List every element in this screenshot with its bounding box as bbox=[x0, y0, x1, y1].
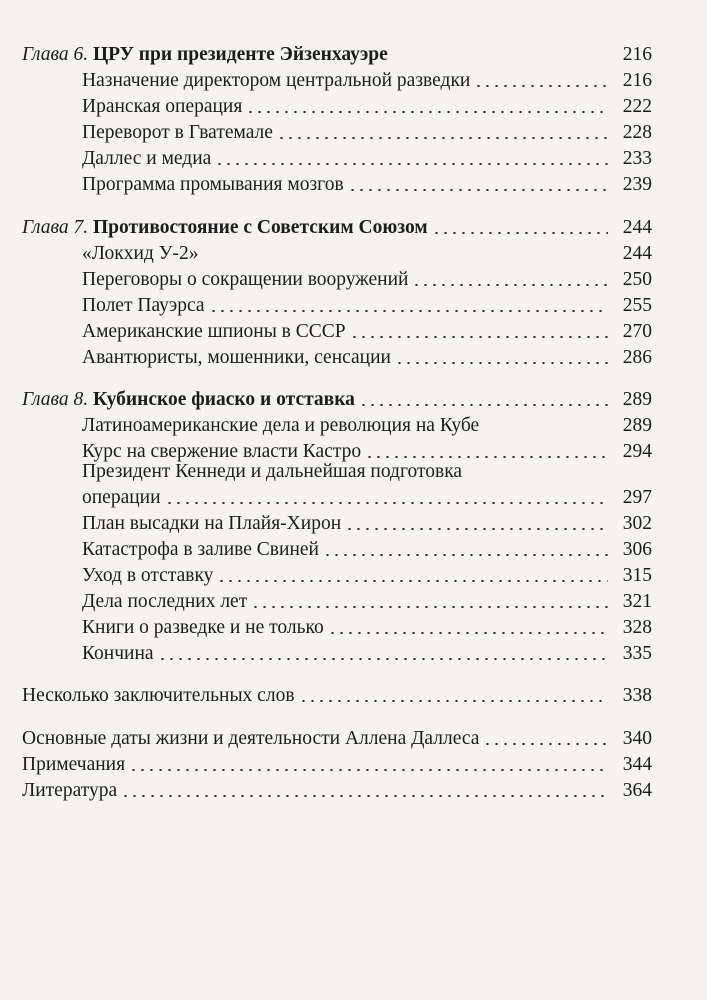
entry-label: Американские шпионы в СССР bbox=[82, 321, 346, 342]
page-number: 321 bbox=[622, 591, 652, 612]
leader-dots bbox=[365, 456, 608, 458]
toc-entry bbox=[82, 144, 652, 170]
entry-label: Основные даты жизни и деятельности Аллена Даллеса bbox=[22, 728, 480, 749]
chapter-title: ЦРУ при президенте Эйзенхауэре bbox=[93, 44, 388, 65]
toc-entry bbox=[82, 509, 652, 535]
entry-label: Примечания bbox=[22, 754, 126, 775]
entry-label: Авантюристы, мошенники, сенсации bbox=[82, 347, 391, 368]
entry-label: План высадки на Плайя-Хирон bbox=[82, 513, 342, 534]
entry-label: Книги о разведке и не только bbox=[82, 617, 324, 638]
page-number: 216 bbox=[622, 44, 652, 65]
toc-entry bbox=[82, 587, 652, 613]
entry-label: Курс на свержение власти Кастро bbox=[82, 441, 362, 462]
toc-entry bbox=[82, 291, 652, 317]
toc-literature bbox=[22, 776, 652, 802]
toc-chapter-8 bbox=[22, 385, 652, 411]
toc-entry bbox=[82, 535, 652, 561]
entry-label: Латиноамериканские дела и революция на Кубе bbox=[82, 415, 480, 436]
page-number: 338 bbox=[622, 685, 652, 706]
leader-dots bbox=[217, 580, 608, 582]
leader-dots bbox=[474, 85, 608, 87]
toc-entry bbox=[82, 92, 652, 118]
page-number: 302 bbox=[622, 513, 652, 534]
toc-entry bbox=[82, 265, 652, 291]
toc-chapter-6 bbox=[22, 40, 652, 66]
toc-entry bbox=[82, 317, 652, 343]
entry-label: Катастрофа в заливе Свиней bbox=[82, 539, 319, 560]
entry-label: операции bbox=[82, 487, 161, 508]
entry-label: Переговоры о сокращении вооружений bbox=[82, 269, 409, 290]
page-number: 315 bbox=[622, 565, 652, 586]
leader-dots bbox=[246, 111, 608, 113]
leader-dots bbox=[323, 554, 608, 556]
leader-dots bbox=[129, 769, 608, 771]
chapter-title: Кубинское фиаско и отставка bbox=[93, 389, 355, 410]
entry-label: Несколько заключительных слов bbox=[22, 685, 295, 706]
toc-entry bbox=[82, 343, 652, 369]
leader-dots bbox=[209, 310, 608, 312]
entry-label: Уход в отставку bbox=[82, 565, 214, 586]
page-number: 340 bbox=[622, 728, 652, 749]
page-number: 270 bbox=[622, 321, 652, 342]
entry-label: Кончина bbox=[82, 643, 154, 664]
entry-label: Дела последних лет bbox=[82, 591, 248, 612]
toc-entry bbox=[82, 66, 652, 92]
toc-entry bbox=[82, 639, 652, 665]
leader-dots bbox=[483, 743, 608, 745]
entry-label: Переворот в Гватемале bbox=[82, 122, 273, 143]
page-number: 250 bbox=[622, 269, 652, 290]
leader-dots bbox=[215, 163, 608, 165]
toc-notes bbox=[22, 750, 652, 776]
page-number: 289 bbox=[622, 389, 652, 410]
toc-entry bbox=[82, 483, 652, 509]
entry-label: Назначение директором центральной разведки bbox=[82, 70, 471, 91]
page-number: 216 bbox=[622, 70, 652, 91]
page-number: 328 bbox=[622, 617, 652, 638]
entry-label-line1: Президент Кеннеди и дальнейшая подготовка bbox=[82, 461, 463, 482]
leader-dots bbox=[121, 795, 608, 797]
chapter-title: Противостояние с Советским Союзом bbox=[93, 217, 428, 238]
entry-label: Полет Пауэрса bbox=[82, 295, 205, 316]
toc-closing bbox=[22, 681, 652, 707]
leader-dots bbox=[412, 284, 608, 286]
leader-dots bbox=[328, 632, 608, 634]
leader-dots bbox=[395, 362, 608, 364]
page-number: 222 bbox=[622, 96, 652, 117]
leader-dots bbox=[359, 404, 608, 406]
leader-dots bbox=[432, 232, 608, 234]
leader-dots bbox=[350, 336, 608, 338]
entry-label: Иранская операция bbox=[82, 96, 243, 117]
toc-entry bbox=[82, 170, 652, 196]
toc-entry bbox=[82, 118, 652, 144]
page-number: 233 bbox=[622, 148, 652, 169]
leader-dots bbox=[277, 137, 608, 139]
chapter-prefix: Глава 8. bbox=[22, 389, 89, 410]
toc-entry bbox=[82, 411, 652, 437]
entry-label: Литература bbox=[22, 780, 118, 801]
leader-dots bbox=[158, 658, 608, 660]
toc-entry bbox=[82, 437, 652, 463]
page-number: 255 bbox=[622, 295, 652, 316]
leader-dots bbox=[348, 189, 608, 191]
page-number: 335 bbox=[622, 643, 652, 664]
page-number: 306 bbox=[622, 539, 652, 560]
entry-label: «Локхид У-2» bbox=[82, 243, 199, 264]
toc-entry bbox=[82, 561, 652, 587]
page-number: 294 bbox=[622, 441, 652, 462]
page-number: 228 bbox=[622, 122, 652, 143]
toc-entry bbox=[82, 613, 652, 639]
page-number: 239 bbox=[622, 174, 652, 195]
leader-dots bbox=[165, 502, 608, 504]
leader-dots bbox=[251, 606, 608, 608]
page-number: 297 bbox=[622, 487, 652, 508]
entry-label: Даллес и медиа bbox=[82, 148, 212, 169]
entry-label: Программа промывания мозгов bbox=[82, 174, 344, 195]
leader-dots bbox=[299, 700, 608, 702]
chapter-prefix: Глава 6. bbox=[22, 44, 89, 65]
leader-dots bbox=[345, 528, 608, 530]
toc-chapter-7 bbox=[22, 213, 652, 239]
toc-dates bbox=[22, 724, 652, 750]
chapter-prefix: Глава 7. bbox=[22, 217, 89, 238]
page-number: 286 bbox=[622, 347, 652, 368]
toc-entry bbox=[82, 239, 652, 265]
page-number: 244 bbox=[622, 243, 652, 264]
page-number: 244 bbox=[622, 217, 652, 238]
page-number: 364 bbox=[622, 780, 652, 801]
page-number: 289 bbox=[622, 415, 652, 436]
page-number: 344 bbox=[622, 754, 652, 775]
